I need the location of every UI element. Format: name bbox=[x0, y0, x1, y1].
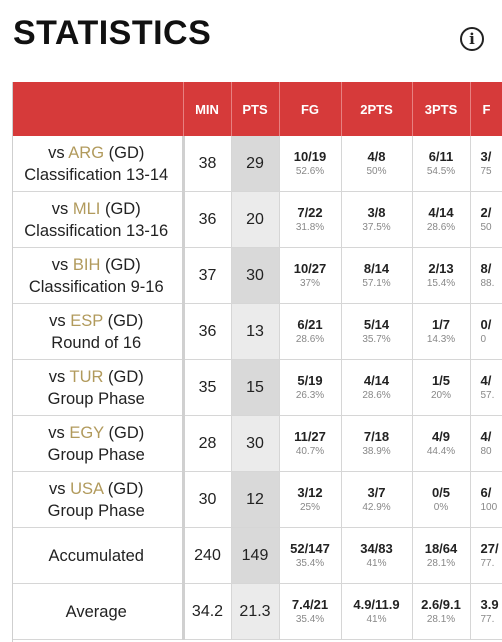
gd-label: (GD) bbox=[105, 200, 141, 218]
fg-value: 5/19 bbox=[280, 373, 341, 389]
fg-cell bbox=[279, 248, 341, 304]
two-pts-value: 5/14 bbox=[342, 317, 412, 333]
gd-label: (GD) bbox=[105, 256, 141, 274]
fg-value: 10/19 bbox=[280, 149, 341, 165]
two-pts-cell bbox=[341, 528, 412, 584]
two-pts-cell bbox=[341, 472, 412, 528]
ft-cell bbox=[470, 472, 502, 528]
min-cell: 34.2 bbox=[183, 584, 231, 640]
fg-cell bbox=[279, 192, 341, 248]
opponent-code[interactable]: MLI bbox=[73, 200, 101, 218]
header-fg[interactable]: FG bbox=[279, 82, 341, 136]
three-pts-value: 2/13 bbox=[413, 261, 470, 277]
match-cell bbox=[13, 472, 183, 528]
two-pts-cell bbox=[341, 136, 412, 192]
three-pts-value: 6/11 bbox=[413, 149, 470, 165]
table-row[interactable] bbox=[13, 192, 502, 248]
three-pts-cell bbox=[412, 472, 470, 528]
two-pts-cell bbox=[341, 248, 412, 304]
stage-label: Classification 13-14 bbox=[13, 164, 180, 186]
three-pts-pct: 44.4% bbox=[413, 445, 470, 459]
fg-cell bbox=[279, 360, 341, 416]
fg-pct: 52.6% bbox=[280, 165, 341, 179]
three-pts-cell bbox=[412, 528, 470, 584]
two-pts-cell bbox=[341, 416, 412, 472]
three-pts-cell bbox=[412, 136, 470, 192]
ft-value: 27/ bbox=[481, 541, 502, 557]
ft-value: 8/ bbox=[481, 261, 502, 277]
page-title: STATISTICS bbox=[13, 14, 211, 53]
ft-cell bbox=[470, 136, 502, 192]
ft-cell bbox=[470, 416, 502, 472]
fg-cell bbox=[279, 584, 341, 640]
opponent-code[interactable]: ARG bbox=[68, 144, 104, 162]
average-label: Average bbox=[13, 584, 183, 640]
table-row[interactable] bbox=[13, 136, 502, 192]
ft-pct: 75 bbox=[481, 165, 502, 179]
opponent-code[interactable]: ESP bbox=[70, 312, 103, 330]
gd-label: (GD) bbox=[108, 424, 144, 442]
ft-value: 2/ bbox=[481, 205, 502, 221]
pts-cell: 29 bbox=[231, 136, 279, 192]
gd-label: (GD) bbox=[108, 368, 144, 386]
two-pts-value: 8/14 bbox=[342, 261, 412, 277]
min-cell: 36 bbox=[183, 304, 231, 360]
stats-table bbox=[13, 82, 502, 640]
stage-label: Group Phase bbox=[13, 500, 180, 522]
two-pts-value: 3/8 bbox=[342, 205, 412, 221]
header-row bbox=[13, 82, 502, 136]
ft-pct: 50 bbox=[481, 221, 502, 235]
three-pts-cell bbox=[412, 360, 470, 416]
vs-label: vs bbox=[49, 312, 66, 330]
ft-value: 4/ bbox=[481, 373, 502, 389]
two-pts-pct: 41% bbox=[342, 613, 412, 627]
fg-pct: 40.7% bbox=[280, 445, 341, 459]
ft-pct: 77. bbox=[481, 613, 502, 627]
fg-pct: 37% bbox=[280, 277, 341, 291]
three-pts-value: 0/5 bbox=[413, 485, 470, 501]
two-pts-value: 4/14 bbox=[342, 373, 412, 389]
pts-cell: 20 bbox=[231, 192, 279, 248]
two-pts-pct: 50% bbox=[342, 165, 412, 179]
match-cell bbox=[13, 136, 183, 192]
pts-cell: 30 bbox=[231, 416, 279, 472]
three-pts-pct: 14.3% bbox=[413, 333, 470, 347]
ft-cell bbox=[470, 360, 502, 416]
two-pts-value: 4/8 bbox=[342, 149, 412, 165]
pts-cell: 13 bbox=[231, 304, 279, 360]
ft-cell bbox=[470, 248, 502, 304]
opponent-code[interactable]: EGY bbox=[69, 424, 104, 442]
stage-label: Round of 16 bbox=[13, 332, 180, 354]
match-cell bbox=[13, 248, 183, 304]
gd-label: (GD) bbox=[109, 144, 145, 162]
three-pts-value: 18/64 bbox=[413, 541, 470, 557]
three-pts-value: 4/14 bbox=[413, 205, 470, 221]
ft-value: 4/ bbox=[481, 429, 502, 445]
header-min[interactable]: MIN bbox=[183, 82, 231, 136]
three-pts-pct: 54.5% bbox=[413, 165, 470, 179]
ft-cell bbox=[470, 304, 502, 360]
fg-pct: 35.4% bbox=[280, 613, 341, 627]
stats-table-container[interactable] bbox=[12, 82, 502, 642]
opponent-code[interactable]: TUR bbox=[70, 368, 104, 386]
vs-label: vs bbox=[49, 480, 66, 498]
vs-label: vs bbox=[52, 256, 69, 274]
pts-cell: 15 bbox=[231, 360, 279, 416]
gd-label: (GD) bbox=[108, 480, 144, 498]
three-pts-pct: 28.6% bbox=[413, 221, 470, 235]
two-pts-cell bbox=[341, 192, 412, 248]
fg-pct: 28.6% bbox=[280, 333, 341, 347]
ft-pct: 77. bbox=[481, 557, 502, 571]
ft-cell bbox=[470, 584, 502, 640]
min-cell: 36 bbox=[183, 192, 231, 248]
table-row[interactable] bbox=[13, 360, 502, 416]
fg-cell bbox=[279, 528, 341, 584]
two-pts-cell bbox=[341, 304, 412, 360]
vs-label: vs bbox=[52, 200, 69, 218]
min-cell: 38 bbox=[183, 136, 231, 192]
three-pts-value: 4/9 bbox=[413, 429, 470, 445]
fg-pct: 25% bbox=[280, 501, 341, 515]
pts-cell: 30 bbox=[231, 248, 279, 304]
ft-pct: 80 bbox=[481, 445, 502, 459]
average-row bbox=[13, 584, 502, 640]
two-pts-value: 3/7 bbox=[342, 485, 412, 501]
fg-value: 11/27 bbox=[280, 429, 341, 445]
accumulated-row bbox=[13, 528, 502, 584]
table-row[interactable] bbox=[13, 248, 502, 304]
stage-label: Classification 9-16 bbox=[13, 276, 180, 298]
match-cell bbox=[13, 304, 183, 360]
info-icon[interactable]: i bbox=[460, 27, 484, 51]
fg-value: 52/147 bbox=[280, 541, 341, 557]
header-2pts[interactable]: 2PTS bbox=[341, 82, 412, 136]
pts-cell: 12 bbox=[231, 472, 279, 528]
three-pts-cell bbox=[412, 304, 470, 360]
ft-value: 0/ bbox=[481, 317, 502, 333]
pts-cell: 21.3 bbox=[231, 584, 279, 640]
two-pts-pct: 41% bbox=[342, 557, 412, 571]
ft-value: 6/ bbox=[481, 485, 502, 501]
fg-pct: 26.3% bbox=[280, 389, 341, 403]
fg-value: 7.4/21 bbox=[280, 597, 341, 613]
vs-label: vs bbox=[48, 144, 65, 162]
match-cell bbox=[13, 416, 183, 472]
two-pts-pct: 28.6% bbox=[342, 389, 412, 403]
stage-label: Group Phase bbox=[13, 444, 180, 466]
fg-cell bbox=[279, 416, 341, 472]
stage-label: Group Phase bbox=[13, 388, 180, 410]
opponent-code[interactable]: USA bbox=[70, 480, 103, 498]
two-pts-value: 34/83 bbox=[342, 541, 412, 557]
ft-pct: 57. bbox=[481, 389, 502, 403]
min-cell: 30 bbox=[183, 472, 231, 528]
table-row[interactable] bbox=[13, 416, 502, 472]
ft-pct: 100 bbox=[481, 501, 502, 515]
table-row[interactable] bbox=[13, 304, 502, 360]
two-pts-pct: 37.5% bbox=[342, 221, 412, 235]
three-pts-pct: 20% bbox=[413, 389, 470, 403]
two-pts-pct: 42.9% bbox=[342, 501, 412, 515]
min-cell: 240 bbox=[183, 528, 231, 584]
ft-value: 3/ bbox=[481, 149, 502, 165]
pts-cell: 149 bbox=[231, 528, 279, 584]
ft-pct: 0 bbox=[481, 333, 502, 347]
two-pts-pct: 57.1% bbox=[342, 277, 412, 291]
ft-value: 3.9 bbox=[481, 597, 502, 613]
three-pts-pct: 28.1% bbox=[413, 557, 470, 571]
gd-label: (GD) bbox=[108, 312, 144, 330]
three-pts-value: 1/5 bbox=[413, 373, 470, 389]
fg-value: 7/22 bbox=[280, 205, 341, 221]
ft-cell bbox=[470, 528, 502, 584]
vs-label: vs bbox=[48, 424, 65, 442]
three-pts-cell bbox=[412, 248, 470, 304]
match-cell bbox=[13, 360, 183, 416]
two-pts-value: 7/18 bbox=[342, 429, 412, 445]
fg-value: 6/21 bbox=[280, 317, 341, 333]
two-pts-value: 4.9/11.9 bbox=[342, 597, 412, 613]
three-pts-cell bbox=[412, 416, 470, 472]
three-pts-pct: 15.4% bbox=[413, 277, 470, 291]
match-cell bbox=[13, 192, 183, 248]
three-pts-value: 2.6/9.1 bbox=[413, 597, 470, 613]
min-cell: 28 bbox=[183, 416, 231, 472]
header-match bbox=[13, 82, 183, 136]
three-pts-cell bbox=[412, 192, 470, 248]
table-row[interactable] bbox=[13, 472, 502, 528]
header-3pts[interactable]: 3PTS bbox=[412, 82, 470, 136]
fg-pct: 31.8% bbox=[280, 221, 341, 235]
min-cell: 37 bbox=[183, 248, 231, 304]
two-pts-pct: 38.9% bbox=[342, 445, 412, 459]
ft-pct: 88. bbox=[481, 277, 502, 291]
fg-value: 10/27 bbox=[280, 261, 341, 277]
fg-cell bbox=[279, 304, 341, 360]
ft-cell bbox=[470, 192, 502, 248]
three-pts-pct: 28.1% bbox=[413, 613, 470, 627]
fg-value: 3/12 bbox=[280, 485, 341, 501]
header-ft[interactable]: F bbox=[470, 82, 502, 136]
fg-cell bbox=[279, 136, 341, 192]
two-pts-cell bbox=[341, 584, 412, 640]
opponent-code[interactable]: BIH bbox=[73, 256, 101, 274]
two-pts-cell bbox=[341, 360, 412, 416]
two-pts-pct: 35.7% bbox=[342, 333, 412, 347]
accumulated-label: Accumulated bbox=[13, 528, 183, 584]
fg-cell bbox=[279, 472, 341, 528]
stage-label: Classification 13-16 bbox=[13, 220, 180, 242]
three-pts-cell bbox=[412, 584, 470, 640]
three-pts-pct: 0% bbox=[413, 501, 470, 515]
min-cell: 35 bbox=[183, 360, 231, 416]
vs-label: vs bbox=[49, 368, 66, 386]
header-pts[interactable]: PTS bbox=[231, 82, 279, 136]
fg-pct: 35.4% bbox=[280, 557, 341, 571]
three-pts-value: 1/7 bbox=[413, 317, 470, 333]
